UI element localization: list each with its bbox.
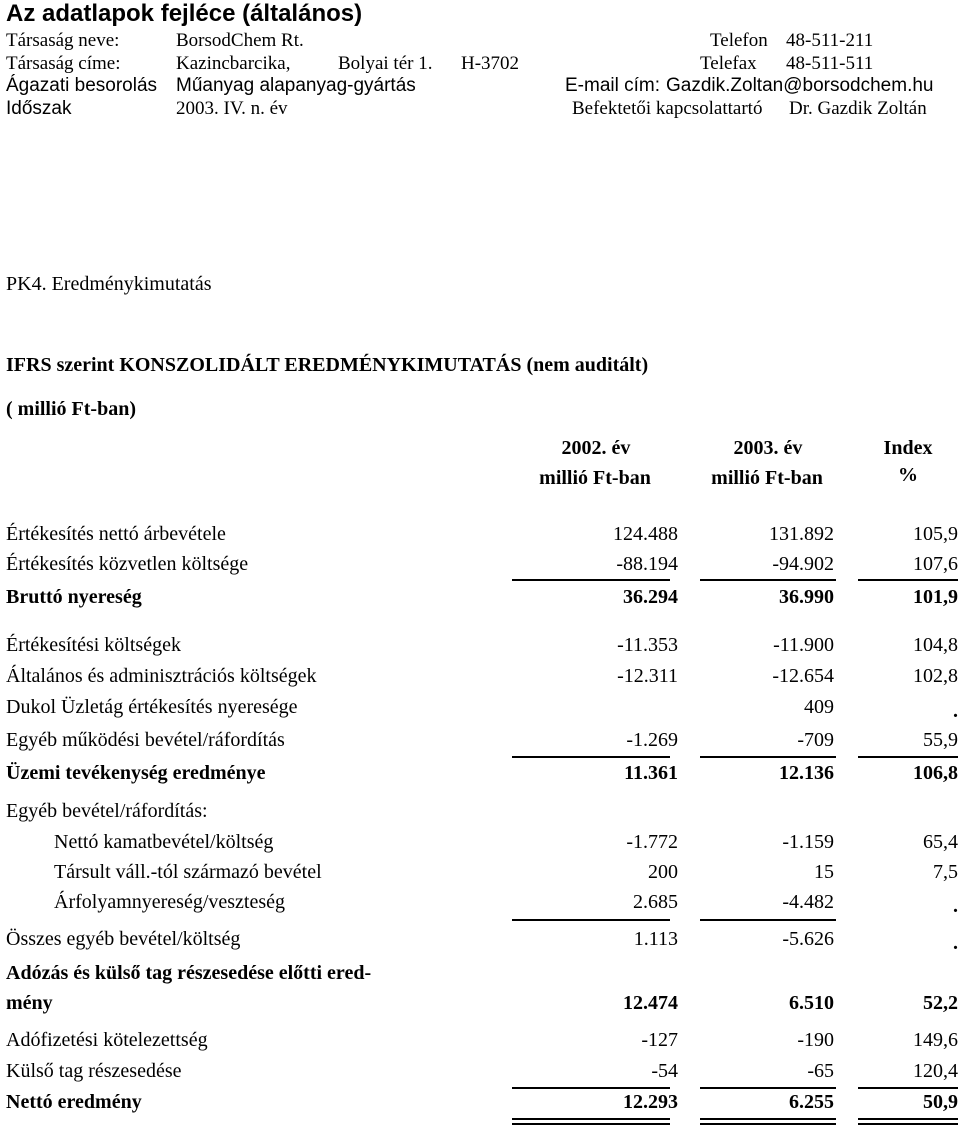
row-label: Nettó kamatbevétel/költség [54, 831, 274, 853]
sector-label: Ágazati besorolás [6, 75, 158, 96]
double-underline [512, 1118, 670, 1125]
value-index: . [953, 932, 958, 954]
section-code: PK4. Eredménykimutatás [6, 273, 212, 295]
value-index: . [953, 895, 958, 917]
row-label: Üzemi tevékenység eredménye [6, 762, 266, 784]
value-index: . [953, 700, 958, 722]
row-label: Bruttó nyereség [6, 586, 142, 608]
value-index: 105,9 [913, 523, 958, 545]
table-row [6, 990, 958, 1018]
row-label: Dukol Üzletág értékesítés nyeresége [6, 696, 298, 718]
row-label: Összes egyéb bevétel/költség [6, 928, 241, 950]
value-2003: -5.626 [782, 928, 834, 950]
value-2002: -1.772 [626, 831, 678, 853]
value-2003: -65 [807, 1060, 834, 1082]
row-label: Társult váll.-tól származó bevétel [54, 861, 322, 883]
table-row [6, 727, 958, 755]
row-label: Általános és adminisztrációs költségek [6, 665, 317, 687]
row-label: Egyéb bevétel/ráfordítás: [6, 800, 208, 822]
col-2003-year: 2003. év [733, 437, 803, 459]
table-row [6, 889, 958, 917]
value-2003: -94.902 [772, 553, 834, 575]
table-row [6, 760, 958, 788]
value-2002: -12.311 [617, 665, 678, 687]
table-row [6, 551, 958, 579]
address-street: Bolyai tér 1. [338, 53, 433, 74]
company-name: BorsodChem Rt. [176, 30, 304, 51]
ir-contact-label: Befektetői kapcsolattartó [572, 98, 763, 119]
value-2003: -12.654 [772, 665, 834, 687]
table-row [6, 1027, 958, 1055]
double-underline [858, 1118, 958, 1125]
value-index: 52,2 [923, 992, 958, 1014]
value-2002: 200 [648, 861, 678, 883]
table-row [6, 926, 958, 954]
email-label: E-mail cím: [565, 75, 660, 96]
address-postcode: H-3702 [461, 53, 520, 74]
value-2003: -709 [797, 729, 834, 751]
table-row [6, 694, 958, 722]
value-2003: 15 [814, 861, 834, 883]
underline [512, 579, 670, 581]
value-index: 106,8 [913, 762, 958, 784]
report-unit: ( millió Ft-ban) [6, 398, 136, 420]
row-label: Külső tag részesedése [6, 1060, 182, 1082]
table-row [6, 521, 958, 549]
row-label: Árfolyamnyereség/veszteség [54, 891, 286, 913]
sector-value: Műanyag alapanyag-gyártás [176, 75, 416, 96]
col-index-label: Index [883, 437, 933, 459]
value-index: 65,4 [923, 831, 958, 853]
company-name-label: Társaság neve: [6, 30, 120, 51]
value-index: 102,8 [913, 665, 958, 687]
underline [512, 756, 670, 758]
report-title: IFRS szerint KONSZOLIDÁLT EREDMÉNYKIMUTATÁS (nem auditált) [6, 354, 649, 376]
table-row [6, 663, 958, 691]
value-2002: 11.361 [624, 762, 678, 784]
address-label: Társaság címe: [6, 53, 121, 74]
period-value: 2003. IV. n. év [176, 98, 288, 119]
value-2003: 36.990 [779, 586, 834, 608]
value-2002: -88.194 [616, 553, 678, 575]
value-index: 50,9 [923, 1091, 958, 1113]
email-value: Gazdik.Zoltan@borsodchem.hu [666, 75, 934, 96]
underline [700, 756, 836, 758]
phone-value: 48-511-211 [786, 30, 874, 51]
value-index: 7,5 [933, 861, 958, 883]
underline [700, 919, 836, 921]
value-2002: -54 [651, 1060, 678, 1082]
col-index-unit: % [898, 464, 918, 486]
ir-contact-value: Dr. Gazdik Zoltán [789, 98, 927, 119]
value-index: 149,6 [913, 1029, 958, 1051]
value-2002: -127 [641, 1029, 678, 1051]
value-2002: -11.353 [617, 634, 678, 656]
row-label-line2: mény [6, 992, 53, 1014]
table-row [6, 829, 958, 857]
value-2003: -11.900 [773, 634, 834, 656]
row-label: Értékesítés közvetlen költsége [6, 553, 249, 575]
value-index: 107,6 [913, 553, 958, 575]
value-2003: -1.159 [782, 831, 834, 853]
value-2003: 409 [804, 696, 834, 718]
value-2003: 12.136 [779, 762, 834, 784]
value-index: 55,9 [923, 729, 958, 751]
table-row [6, 798, 958, 826]
value-2002: -1.269 [626, 729, 678, 751]
value-2002: 2.685 [633, 891, 678, 913]
table-row [6, 1089, 958, 1117]
underline [700, 579, 836, 581]
row-label: Értékesítési költségek [6, 634, 181, 656]
value-2003: 131.892 [769, 523, 834, 545]
col-2003-unit: millió Ft-ban [711, 467, 823, 489]
row-label: Értékesítés nettó árbevétele [6, 523, 226, 545]
header-title: Az adatlapok fejléce (általános) [6, 0, 363, 27]
col-2002-unit: millió Ft-ban [539, 467, 651, 489]
value-2002: 12.293 [623, 1091, 678, 1113]
value-2002: 1.113 [633, 928, 678, 950]
period-label: Időszak [6, 98, 72, 119]
table-row [6, 859, 958, 887]
underline [512, 919, 670, 921]
table-row [6, 584, 958, 612]
underline [858, 756, 958, 758]
value-index: 104,8 [913, 634, 958, 656]
row-label: Adófizetési kötelezettség [6, 1029, 208, 1051]
value-2002: 36.294 [623, 586, 678, 608]
row-label: Egyéb működési bevétel/ráfordítás [6, 729, 285, 751]
table-row [6, 1058, 958, 1086]
value-index: 120,4 [913, 1060, 958, 1082]
phone-label: Telefon [710, 30, 768, 51]
row-label: Nettó eredmény [6, 1091, 142, 1113]
value-2003: -190 [797, 1029, 834, 1051]
value-2003: -4.482 [782, 891, 834, 913]
fax-label: Telefax [700, 53, 757, 74]
table-row [6, 632, 958, 660]
fax-value: 48-511-511 [786, 53, 874, 74]
underline [858, 579, 958, 581]
col-2002-year: 2002. év [561, 437, 631, 459]
value-2002: 12.474 [623, 992, 678, 1014]
row-label-line1: Adózás és külső tag részesedése előtti ered- [6, 962, 372, 984]
value-2002: 124.488 [613, 523, 678, 545]
address-city: Kazincbarcika, [176, 53, 291, 74]
value-2003: 6.255 [789, 1091, 834, 1113]
double-underline [700, 1118, 836, 1125]
value-2003: 6.510 [789, 992, 834, 1014]
value-index: 101,9 [913, 586, 958, 608]
